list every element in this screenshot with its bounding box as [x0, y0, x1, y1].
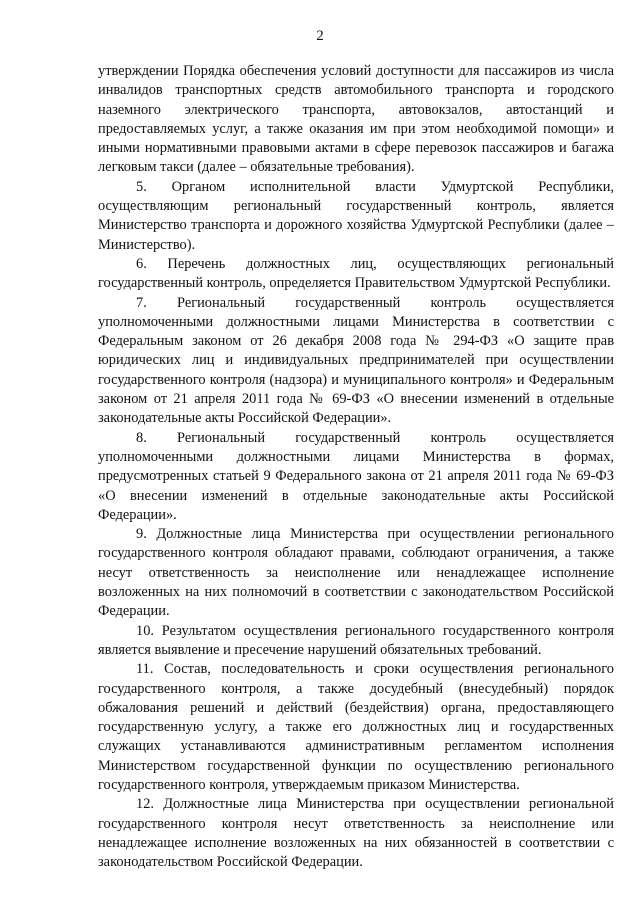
- paragraph: 7. Региональный государственный контроль осуществляется уполномоченными должностными лицами Министерства в соответствии с Федеральным законом от 26 декабря 2008 года № 294-ФЗ «О защите прав юридических лиц и индивидуальных предпринимателей при осуществлении государственного контроля (надзора) и муниципального контроля» и Федеральным законом от 21 апреля 2011 года № 69-ФЗ «О внесении изменений в отдельные законодательные акты Российской Федерации».: [98, 294, 614, 427]
- paragraph: 6. Перечень должностных лиц, осуществляющих региональный государственный контроль, определяется Правительством Удмуртской Республики.: [98, 255, 614, 292]
- paragraph: 8. Региональный государственный контроль осуществляется уполномоченными должностными лицами Министерства в формах, предусмотренных статьей 9 Федерального закона от 21 апреля 2011 года № 69-ФЗ «О внесении изменений в отдельные законодательные акты Российской Федерации».: [98, 429, 614, 523]
- paragraph: 5. Органом исполнительной власти Удмуртской Республики, осуществляющим региональный государственный контроль, является Министерство транспорта и дорожного хозяйства Удмуртской Республики (далее – Министерство).: [98, 178, 614, 253]
- paragraph: 10. Результатом осуществления регионального государственного контроля является выявление и пресечение нарушений обязательных требований.: [98, 622, 614, 658]
- paragraph: 12. Должностные лица Министерства при осуществлении региональной государственного контроля несут ответственность за неисполнение или ненадлежащее исполнение возложенных на них обязанностей в соответствии с законодательством Российской Федерации.: [98, 796, 614, 871]
- paragraph: 11. Состав, последовательность и сроки осуществления регионального государственного контроля, а также досудебный (внесудебный) порядок обжалования решений и действий (бездействия) органа, предоставляющего государственную услугу, а также его должностных лиц и государственных служащих устанавливаются административным регламентом исполнения Министерством государственной функции по осуществлению регионального государственного контроля, утверждаемым приказом Министерства.: [98, 661, 614, 793]
- paragraph: утверждении Порядка обеспечения условий доступности для пассажиров из числа инвалидов транспортных средств автомобильного транспорта и городского наземного электрического транспорта, автовокзалов, автостанций и предоставляемых услуг, а также оказания им при этом необходимой помощи» и иными нормативными правовыми актами в сфере перевозок пассажиров и багажа легковым такси (далее – обязательные требования).: [98, 63, 614, 176]
- paragraph: 9. Должностные лица Министерства при осуществлении регионального государственного контроля обладают правами, соблюдают ограничения, а также несут ответственность за неисполнение или ненадлежащее исполнение возложенных на них полномочий в соответствии с законодательством Российской Федерации.: [98, 526, 614, 620]
- document-body: [98, 62, 614, 872]
- page-number: 2: [316, 28, 324, 44]
